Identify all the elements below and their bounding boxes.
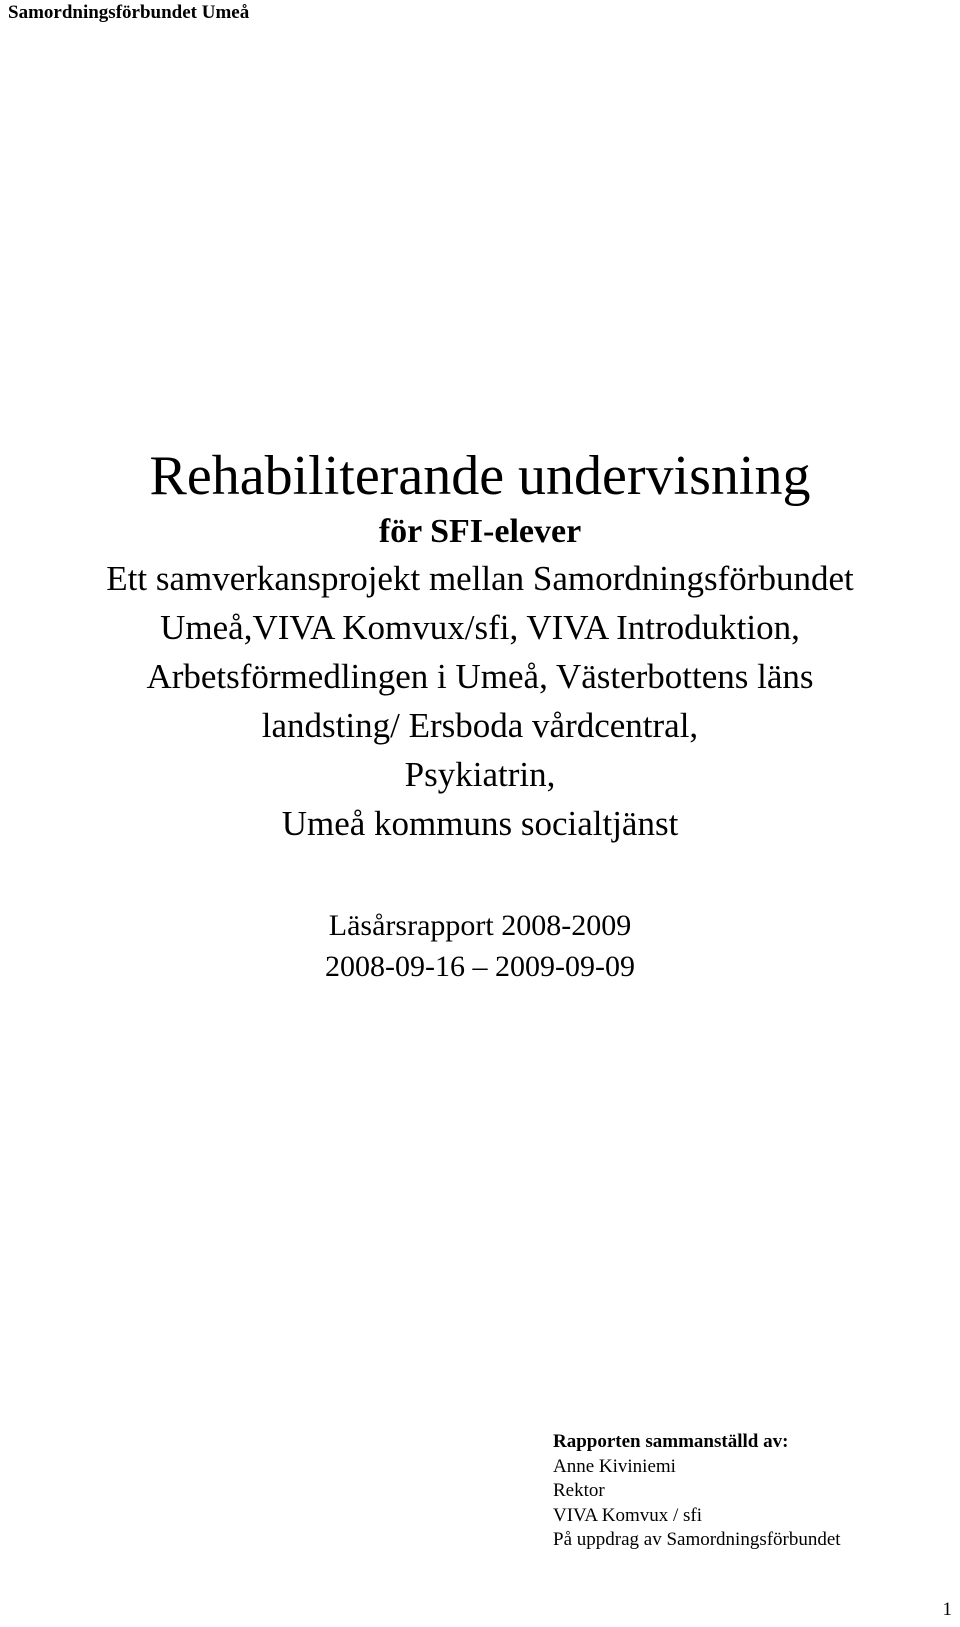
author-role: Rektor xyxy=(553,1480,605,1501)
description-line: Arbetsförmedlingen i Umeå, Västerbottens läns xyxy=(146,657,814,696)
document-subtitle: för SFI-elever xyxy=(378,513,582,550)
compiled-by-block xyxy=(553,1430,841,1553)
title-block xyxy=(0,446,960,848)
description-line: Psykiatrin, xyxy=(404,755,556,794)
description-line: Ett samverkansprojekt mellan Samordningsförbundet xyxy=(106,559,854,598)
report-info xyxy=(0,905,960,987)
report-name: Läsårsrapport 2008-2009 xyxy=(328,909,632,942)
document-title: Rehabiliterande undervisning xyxy=(149,445,811,507)
description-line: Umeå kommuns socialtjänst xyxy=(281,804,679,843)
author-name: Anne Kiviniemi xyxy=(553,1455,676,1477)
description-line: Umeå,VIVA Komvux/sfi, VIVA Introduktion, xyxy=(160,608,800,647)
page-number: 1 xyxy=(942,1599,952,1620)
project-description xyxy=(0,554,960,848)
description-line: landsting/ Ersboda vårdcentral, xyxy=(261,706,699,745)
author-organization: VIVA Komvux / sfi xyxy=(553,1504,703,1526)
commission-line: På uppdrag av Samordningsförbundet xyxy=(553,1529,841,1550)
report-period: 2008-09-16 – 2009-09-09 xyxy=(325,950,635,983)
compiled-by-heading: Rapporten sammanställd av: xyxy=(553,1431,789,1452)
running-header: Samordningsförbundet Umeå xyxy=(8,2,250,23)
